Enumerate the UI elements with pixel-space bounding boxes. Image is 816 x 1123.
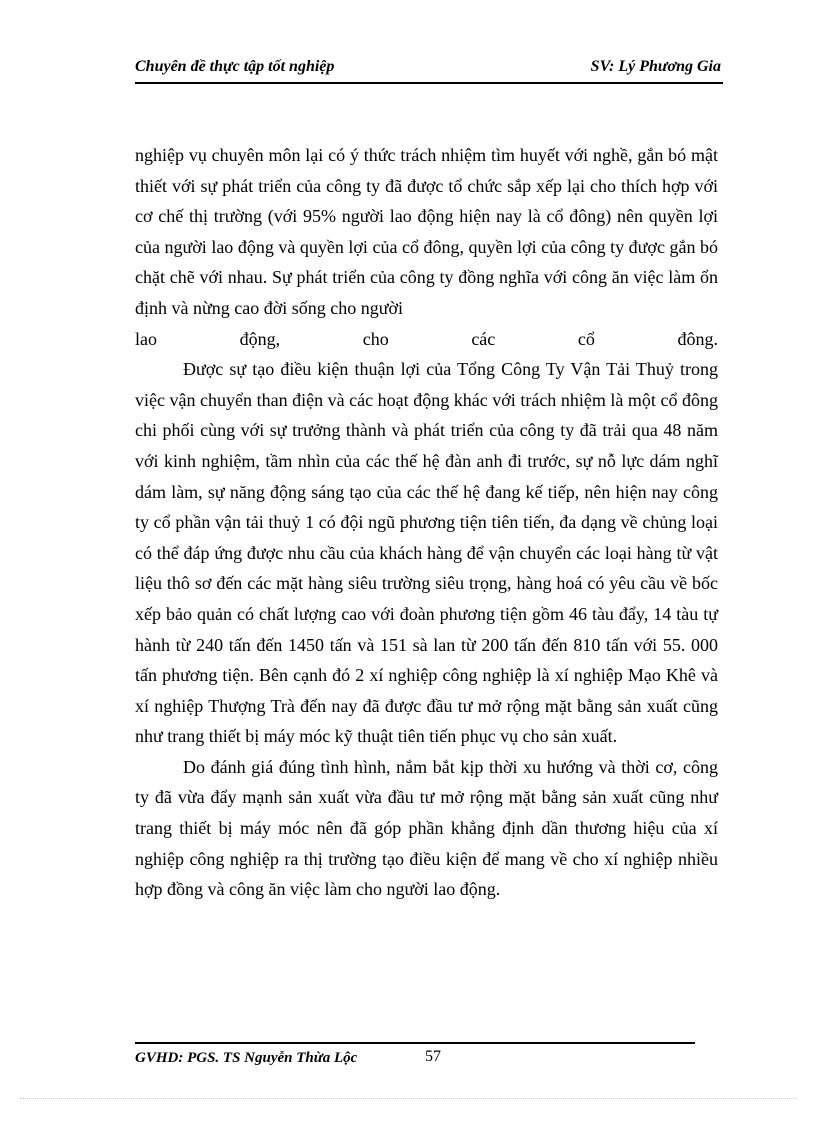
page-bottom-divider [20, 1098, 796, 1099]
header-document-title: Chuyên đề thực tập tốt nghiệp [135, 58, 335, 75]
body-text [135, 140, 718, 905]
page-header [135, 56, 723, 84]
page-footer [135, 1042, 695, 1074]
paragraph-1-last-line: lao động, cho các cổ đông. [135, 328, 718, 349]
page-number: 57 [425, 1048, 441, 1065]
header-student-name: SV: Lý Phương Gia [590, 58, 721, 75]
paragraph-2: Được sự tạo điều kiện thuận lợi của Tổng Công Ty Vận Tải Thuỷ trong việc vận chuyển than điện và các hoạt động khác với trách nhiệm là một cổ đông chi phối cùng với sự trưởng thành và phát triển của công ty đã trải qua 48 năm với kinh nghiệm, tầm nhìn của các thế hệ đàn anh đi trước, sự nỗ lực dám nghĩ dám làm, sự năng động sáng tạo của các thế hệ đang kế tiếp, nên hiện nay công ty cổ phần vận tải thuỷ 1 có đội ngũ phương tiện tiên tiến, đa dạng về chủng loại có thể đáp ứng được nhu cầu của khách hàng để vận chuyển các loại hàng từ vật liệu thô sơ đến các mặt hàng siêu trường siêu trọng, hàng hoá có yêu cầu về bốc xếp bảo quản có chất lượng cao với đoàn phương tiện gồm 46 tàu đẩy, 14 tàu tự hành từ 240 tấn đến 1450 tấn và 151 sà lan từ 200 tấn đến 810 tấn với 55. 000 tấn phương tiện. Bên cạnh đó 2 xí nghiệp công nghiệp là xí nghiệp Mạo Khê và xí nghiệp Thượng Trà đến nay đã được đầu tư mở rộng mặt bằng sản xuất cũng như trang thiết bị máy móc kỹ thuật tiên tiến phục vụ cho sản xuất. [135, 359, 718, 747]
paragraph-1 [135, 140, 718, 324]
paragraph-3: Do đánh giá đúng tình hình, nắm bắt kịp thời xu hướng và thời cơ, công ty đã vừa đẩy mạnh sản xuất vừa đầu tư mở rộng mặt bằng sản xuất cũng như trang thiết bị máy móc nên đã góp phần khẳng định dần thương hiệu của xí nghiệp công nghiệp ra thị trường tạo điều kiện để mang về cho xí nghiệp nhiều hợp đồng và công ăn việc làm cho người lao động. [135, 756, 718, 900]
paragraph-1-text: nghiệp vụ chuyên môn lại có ý thức trách nhiệm tìm huyết với nghề, gắn bó mật thiết với sự phát triển của công ty đã được tổ chức sắp xếp lại cho thích hợp với cơ chế thị trường (với 95% người lao động hiện nay là cổ đông) nên quyền lợi của người lao động và quyền lợi của cổ đông, quyền lợi của công ty được gắn bó chặt chẽ với nhau. Sự phát triển của công ty đồng nghĩa với công ăn việc làm ổn định và nừng cao đời sống cho người [135, 145, 718, 318]
footer-supervisor: GVHD: PGS. TS Nguyễn Thừa Lộc [135, 1050, 358, 1066]
